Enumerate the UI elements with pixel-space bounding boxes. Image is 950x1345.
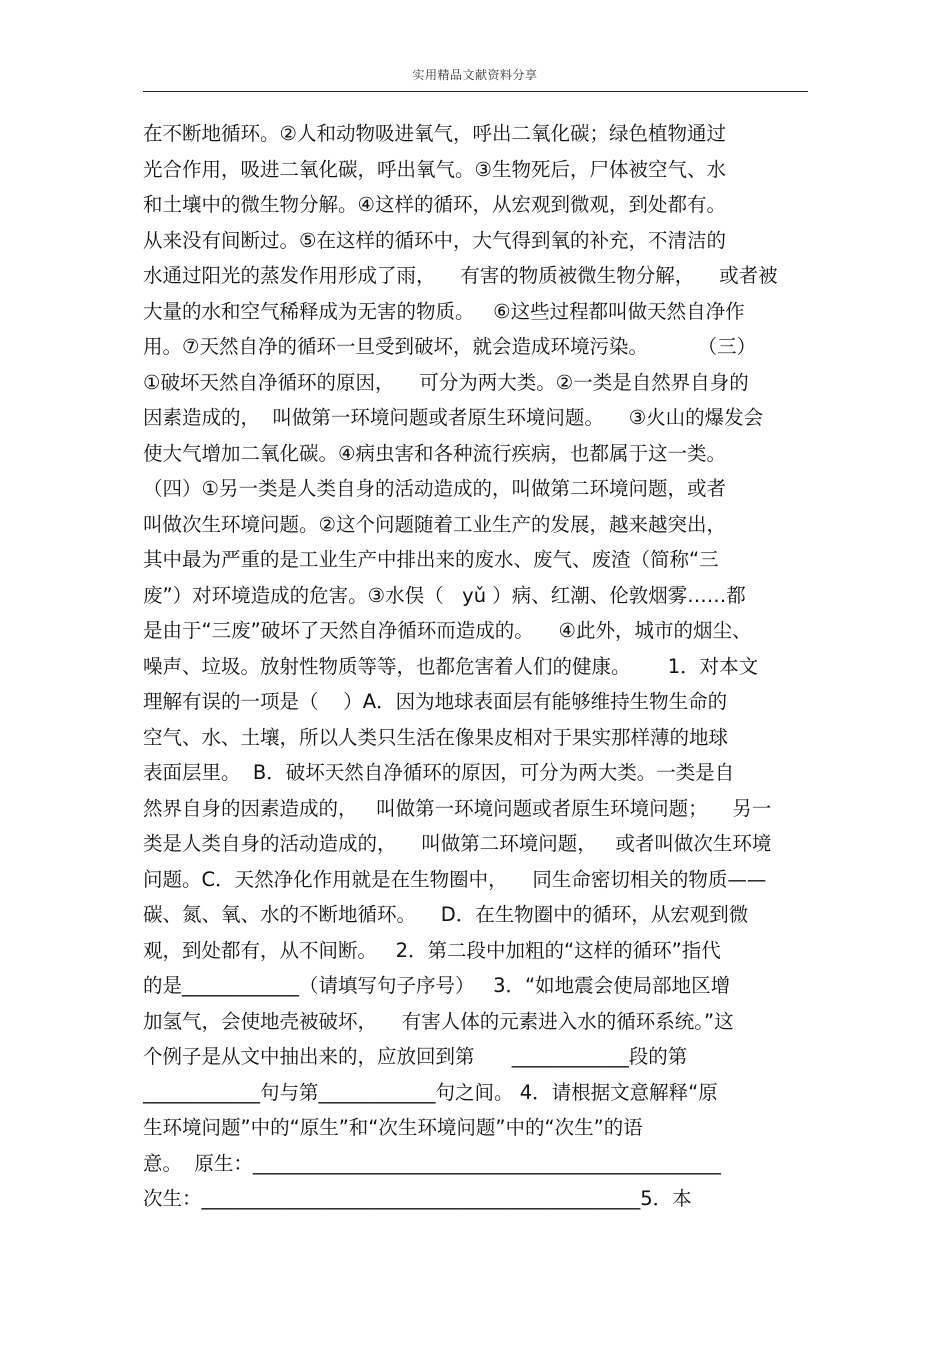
text-line: 空气、水、土壤，所以人类只生活在像果皮相对于果实那样薄的地球 [143,725,729,749]
text-line: （四）①另一类是人类自身的活动造成的，叫做第二环境问题，或者 [143,477,726,500]
text-line: 叫做次生环境问题。②这个问题随着工业生产的发展，越来越突出， [143,512,726,536]
text-line: 碳、氮、氧、水的不断地循环。 D．在生物圈中的循环，从宏观到微 [143,903,749,926]
text-line: 从来没有间断过。⑤在这样的循环中，大气得到氧的补充，不清洁的 [143,228,726,252]
text-line: 水通过阳光的蒸发作用形成了雨， 有害的物质被微生物分解， 或者被 [143,264,778,287]
text-line: 使大气增加二氧化碳。④病虫害和各种流行疾病，也都属于这一类。 [143,441,726,465]
text-line: 和土壤中的微生物分解。④这样的循环，从宏观到微观，到处都有。 [143,193,726,216]
text-line: ①破坏天然自净循环的原因， 可分为两大类。②一类是自然界自身的 [143,370,749,394]
header-divider [143,91,808,92]
text-line: 废”）对环境造成的危害。③水俣（ yǔ ）病、红潮、伦敦烟雾……都 [143,583,746,607]
text-line: 光合作用，吸进二氧化碳，呼出氧气。③生物死后，尸体被空气、水 [143,157,726,181]
text-line: 因素造成的， 叫做第一环境问题或者原生环境问题。 ③火山的爆发会 [143,406,764,429]
text-line: 大量的水和空气稀释成为无害的物质。 ⑥这些过程都叫做天然自净作 [143,299,745,323]
text-line: 类是人类自身的活动造成的， 叫做第二环境问题， 或者叫做次生环境 [143,832,772,855]
text-line: 次生：_____________________________________________5．本 [143,1187,692,1210]
text-line: 在不断地循环。②人和动物吸进氧气，呼出二氧化碳；绿色植物通过 [143,122,726,145]
text-line: 理解有误的一项是（ ）A．因为地球表面层有能够维持生物生命的 [143,690,728,713]
text-line: 意。 原生：________________________________________________ [143,1151,721,1175]
text-line: 观，到处都有，从不间断。 2．第二段中加粗的“这样的循环”指代 [143,938,721,962]
document-body [143,116,833,1217]
text-line: 是由于“三废”破坏了天然自净循环而造成的。 ④此外，城市的烟尘、 [143,619,752,642]
text-line: 生环境问题”中的“原生”和“次生环境问题”中的“次生”的语 [143,1116,643,1139]
text-line: 用。⑦天然自净的循环一旦受到破坏，就会造成环境污染。 （三） [143,335,757,358]
text-line: 加氢气，会使地壳被破坏， 有害人体的元素进入水的循环系统。”这 [143,1009,734,1033]
text-line: 问题。C．天然净化作用就是在生物圈中， 同生命密切相关的物质—— [143,867,767,891]
text-line: 个例子是从文中抽出来的，应放回到第 ____________段的第 [143,1045,688,1068]
text-line: 其中最为严重的是工业生产中排出来的废水、废气、废渣（简称“三 [143,548,719,571]
text-line: 的是____________（请填写句子序号） 3．“如地震会使局部地区增 [143,974,731,997]
text-line: 表面层里。 B．破坏天然自净循环的原因，可分为两大类。一类是自 [143,761,735,784]
text-line: 然界自身的因素造成的， 叫做第一环境问题或者原生环境问题； 另一 [143,796,772,820]
text-line: ____________句与第____________句之间。 4．请根据文意解释“原 [143,1080,718,1104]
page-header-title: 实用精品文献资料分享 [412,68,538,82]
text-line: 噪声、垃圾。放射性物质等等，也都危害着人们的健康。 1．对本文 [143,654,759,678]
